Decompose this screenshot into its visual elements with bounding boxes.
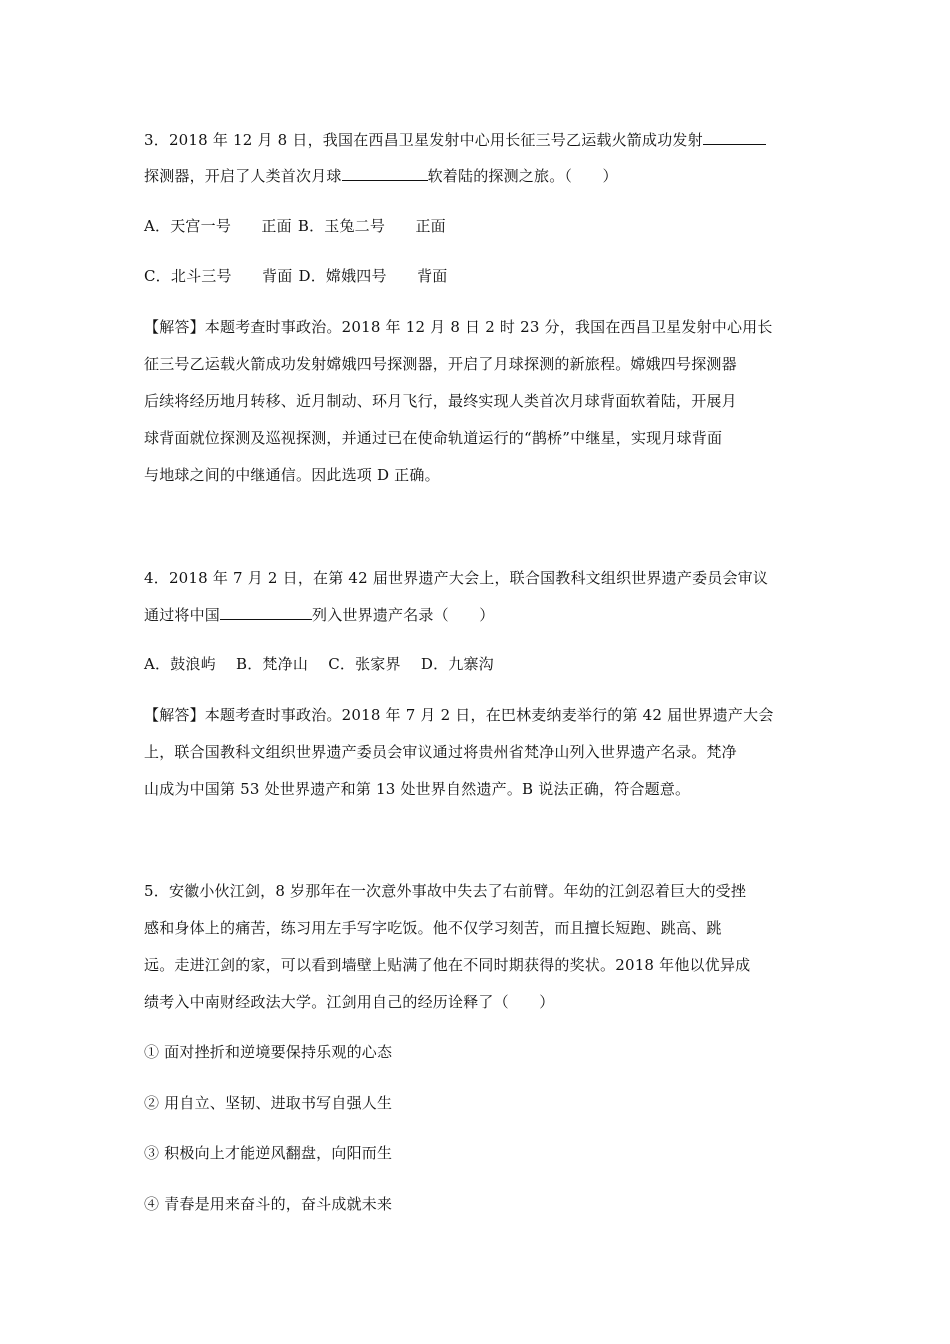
question-3-stem-text: 软着陆的探测之旅。（ ） — [427, 167, 618, 185]
question-4-stem-line-1: 4．2018 年 7 月 2 日，在第 42 届世界遗产大会上，联合国教科文组织世界遗产委员会审议 — [144, 569, 769, 587]
answer-line: 球背面就位探测及巡视探测，并通过已在使命轨道运行的“鹊桥”中继星，实现月球背面 — [144, 429, 723, 447]
question-4-stem-text: 列入世界遗产名录（ ） — [312, 606, 495, 624]
answer-line: 【解答】本题考查时事政治。2018 年 12 月 8 日 2 时 23 分，我国在西昌卫星发射中心用长 — [144, 318, 773, 336]
option-d: D．嫦娥四号 背面 — [298, 267, 448, 285]
question-3-options-row-1 — [144, 216, 814, 236]
question-4-stem-line-2 — [144, 604, 814, 625]
question-3-stem-text: 3．2018 年 12 月 8 日，我国在西昌卫星发射中心用长征三号乙运载火箭成功发射 — [144, 131, 703, 149]
answer-line: 山成为中国第 53 处世界遗产和第 13 处世界自然遗产。B 说法正确，符合题意。 — [144, 780, 691, 798]
answer-line: 上，联合国教科文组织世界遗产委员会审议通过将贵州省梵净山列入世界遗产名录。梵净 — [144, 743, 737, 761]
statement-2: ② 用自立、坚韧、进取书写自强人生 — [144, 1094, 393, 1112]
answer-line: 后续将经历地月转移、近月制动、环月飞行，最终实现人类首次月球背面软着陆，开展月 — [144, 392, 737, 410]
option-a: A．天宫一号 正面 — [144, 217, 292, 235]
question-4-options: A．鼓浪屿 B．梵净山 C．张家界 D．九寨沟 — [144, 655, 494, 673]
question-5-stem-line: 感和身体上的痛苦，练习用左手写字吃饭。他不仅学习刻苦，而且擅长短跑、跳高、跳 — [144, 919, 722, 937]
statement-3: ③ 积极向上才能逆风翻盘，向阳而生 — [144, 1144, 393, 1162]
statement-4: ④ 青春是用来奋斗的，奋斗成就未来 — [144, 1195, 393, 1213]
question-3-stem-text: 探测器，开启了人类首次月球 — [144, 167, 342, 185]
question-5-stem-line: 绩考入中南财经政法大学。江剑用自己的经历诠释了（ ） — [144, 993, 555, 1011]
question-3-stem-line-1 — [144, 129, 814, 150]
answer-blank — [220, 604, 312, 620]
answer-line: 【解答】本题考查时事政治。2018 年 7 月 2 日，在巴林麦纳麦举行的第 42 届世界遗产大会 — [144, 706, 774, 724]
option-b: B．玉兔二号 正面 — [297, 217, 446, 235]
statement-1: ① 面对挫折和逆境要保持乐观的心态 — [144, 1043, 393, 1061]
question-5-stem-line: 5．安徽小伙江剑，8 岁那年在一次意外事故中失去了右前臂。年幼的江剑忍着巨大的受挫 — [144, 882, 747, 900]
answer-blank — [703, 129, 766, 145]
option-c: C．北斗三号 背面 — [144, 267, 293, 285]
answer-blank — [342, 165, 428, 181]
answer-line: 与地球之间的中继通信。因此选项 D 正确。 — [144, 466, 440, 484]
answer-line: 征三号乙运载火箭成功发射嫦娥四号探测器，开启了月球探测的新旅程。嫦娥四号探测器 — [144, 355, 737, 373]
question-3-stem-line-2 — [144, 165, 814, 186]
question-5-stem-line: 远。走进江剑的家，可以看到墙壁上贴满了他在不同时期获得的奖状。2018 年他以优异成 — [144, 956, 751, 974]
question-3-options-row-2 — [144, 266, 814, 286]
question-4-stem-text: 通过将中国 — [144, 606, 221, 624]
